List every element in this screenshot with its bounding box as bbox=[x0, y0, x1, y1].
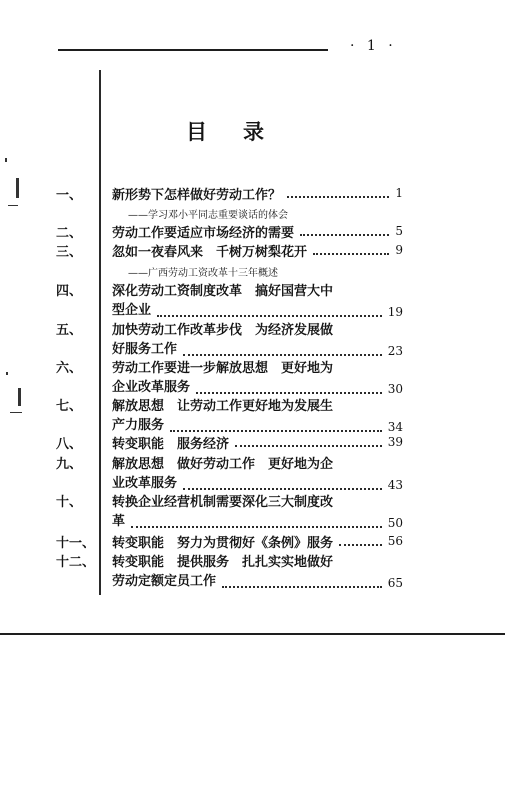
entry-number: 一、 bbox=[56, 188, 83, 203]
entry-page-number: 56 bbox=[387, 534, 403, 548]
leader-dots bbox=[222, 584, 382, 588]
leader-dots bbox=[313, 251, 389, 255]
toc-title: 目录 bbox=[186, 120, 300, 144]
entry-title-line[interactable]: 型企业 bbox=[112, 303, 152, 318]
leader-dots bbox=[131, 524, 382, 528]
entry-number: 十二、 bbox=[56, 555, 96, 570]
entry-page-number: 50 bbox=[387, 516, 403, 530]
scan-mark bbox=[6, 372, 8, 375]
entry-title-line[interactable]: 革 bbox=[112, 514, 126, 529]
leader-dots bbox=[183, 486, 382, 490]
leader-dots bbox=[339, 542, 382, 546]
entry-page-number: 5 bbox=[395, 224, 403, 238]
scan-mark bbox=[18, 388, 21, 406]
entry-title-line[interactable]: 劳动工作要适应市场经济的需要 bbox=[112, 226, 295, 241]
leader-dots bbox=[183, 352, 382, 356]
entry-title-line[interactable]: 产力服务 bbox=[112, 418, 165, 433]
scan-mark bbox=[5, 158, 7, 162]
leader-dots bbox=[300, 232, 389, 236]
entry-number: 七、 bbox=[56, 399, 83, 414]
entry-title-line[interactable]: 解放思想 做好劳动工作 更好地为企 bbox=[112, 457, 334, 472]
entry-number: 九、 bbox=[56, 457, 83, 472]
page-number: · 1 · bbox=[350, 38, 397, 54]
entry-title-line[interactable]: 劳动定额定员工作 bbox=[112, 574, 217, 589]
entry-number: 八、 bbox=[56, 437, 83, 452]
entry-title-line[interactable]: 转变职能 服务经济 bbox=[112, 437, 230, 452]
leader-dots bbox=[170, 428, 382, 432]
entry-number: 三、 bbox=[56, 245, 83, 260]
entry-title-line[interactable]: 解放思想 让劳动工作更好地为发展生 bbox=[112, 399, 334, 414]
entry-page-number: 30 bbox=[387, 382, 403, 396]
entry-number: 四、 bbox=[56, 284, 83, 299]
entry-page-number: 34 bbox=[387, 420, 403, 434]
entry-title-line[interactable]: 转变职能 努力为贯彻好《条例》服务 bbox=[112, 536, 334, 551]
scan-mark bbox=[8, 205, 18, 206]
entry-title-line[interactable]: 劳动工作要进一步解放思想 更好地为 bbox=[112, 361, 334, 376]
entry-number: 十一、 bbox=[56, 536, 96, 551]
entry-title-line[interactable]: 深化劳动工资制度改革 搞好国营大中 bbox=[112, 284, 334, 299]
leader-dots bbox=[235, 443, 382, 447]
entry-title-line[interactable]: 忽如一夜春风来 千树万树梨花开 bbox=[112, 245, 308, 260]
entry-page-number: 65 bbox=[387, 576, 403, 590]
entry-subtitle: ——广西劳动工资改革十三年概述 bbox=[128, 268, 278, 279]
top-rule bbox=[58, 49, 328, 51]
leader-dots bbox=[287, 194, 389, 198]
margin-rule bbox=[99, 70, 101, 595]
entry-title-line[interactable]: 业改革服务 bbox=[112, 476, 178, 491]
scan-mark bbox=[10, 412, 22, 413]
scan-mark bbox=[16, 178, 19, 198]
entry-page-number: 23 bbox=[387, 344, 403, 358]
entry-number: 二、 bbox=[56, 226, 83, 241]
entry-title-line[interactable]: 转换企业经营机制需要深化三大制度改 bbox=[112, 495, 334, 510]
leader-dots bbox=[196, 390, 382, 394]
entry-title-line[interactable]: 加快劳动工作改革步伐 为经济发展做 bbox=[112, 323, 334, 338]
entry-title-line[interactable]: 转变职能 提供服务 扎扎实实地做好 bbox=[112, 555, 334, 570]
entry-title-line[interactable]: 新形势下怎样做好劳动工作？ bbox=[112, 188, 282, 203]
entry-number: 六、 bbox=[56, 361, 83, 376]
entry-page-number: 1 bbox=[395, 186, 403, 200]
entry-title-line[interactable]: 好服务工作 bbox=[112, 342, 178, 357]
entry-subtitle: ——学习邓小平同志重要谈话的体会 bbox=[128, 210, 288, 221]
entry-number: 十、 bbox=[56, 495, 83, 510]
entry-number: 五、 bbox=[56, 323, 83, 338]
entry-page-number: 19 bbox=[387, 305, 403, 319]
entry-page-number: 39 bbox=[387, 435, 403, 449]
entry-title-line[interactable]: 企业改革服务 bbox=[112, 380, 191, 395]
entry-page-number: 9 bbox=[395, 243, 403, 257]
entry-page-number: 43 bbox=[387, 478, 403, 492]
leader-dots bbox=[157, 313, 382, 317]
bottom-rule bbox=[0, 633, 505, 635]
